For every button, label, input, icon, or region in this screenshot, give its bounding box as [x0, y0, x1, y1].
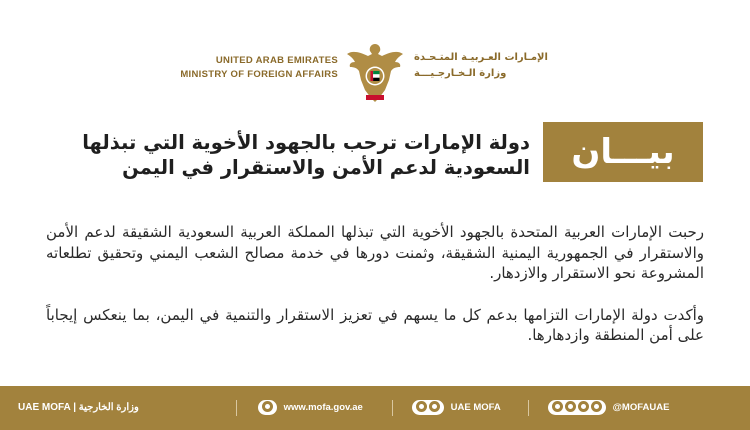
footer-handle[interactable] — [548, 386, 669, 430]
statement-paragraph-2: وأكدت دولة الإمارات التزامها بدعم كل ما يسهم في تعزيز الاستقرار والتنمية في اليمن، بما ينعكس إيجاباً على أمن المنطقة وازدهارها. — [46, 305, 704, 344]
title-line-1: دولة الإمارات ترحب بالجهود الأخوية التي تبذلها — [82, 131, 530, 154]
ministry-name-arabic — [414, 50, 554, 82]
ministry-name-english — [176, 54, 338, 82]
footer-brand-separator: | — [73, 402, 77, 413]
social-media-icons — [548, 400, 606, 415]
footer-channel-text: UAE MOFA — [450, 402, 501, 413]
ministry-name-ar: وزارة الـخـارجـيـــة — [414, 68, 507, 79]
statement-badge-label: بيـــان — [571, 132, 675, 172]
social-media-icons — [412, 400, 444, 415]
footer-divider — [392, 400, 393, 416]
footer-divider — [236, 400, 237, 416]
footer-brand — [18, 386, 139, 430]
uae-falcon-emblem-icon — [344, 40, 406, 106]
footer-website[interactable] — [258, 386, 363, 430]
search-globe-icon — [258, 400, 277, 415]
footer-handle-text: @MOFAUAE — [612, 402, 670, 413]
footer-brand-ar: وزارة الخارجية — [78, 402, 139, 413]
statement-title — [46, 130, 530, 180]
statement-paragraph-1: رحبت الإمارات العربية المتحدة بالجهود الأخوية التي تبذلها المملكة العربية السعودية الشقيقة لدعم الأمن والاستقرار في الجمهورية اليمنية الشقيقة، وثمنت دورها في خدمة مصالح الشعب اليمني وتحقيق تطلعاته المشروعة نحو الاستقرار والازدهار. — [46, 223, 704, 282]
footer-divider — [528, 400, 529, 416]
footer-bar — [0, 386, 750, 430]
footer-website-text: www.mofa.gov.ae — [283, 402, 363, 413]
ministry-name-en: MINISTRY OF FOREIGN AFFAIRS — [180, 69, 338, 80]
country-name-en: UNITED ARAB EMIRATES — [215, 55, 338, 66]
footer-brand-en: UAE MOFA — [18, 402, 71, 413]
title-line-2: السعودية لدعم الأمن والاستقرار في اليمن — [122, 156, 530, 179]
footer-channel[interactable] — [412, 386, 501, 430]
country-name-ar: الإمـارات العـربيـة المتـحـدة — [414, 52, 548, 63]
statement-body — [46, 222, 704, 367]
ministry-header — [0, 36, 750, 106]
